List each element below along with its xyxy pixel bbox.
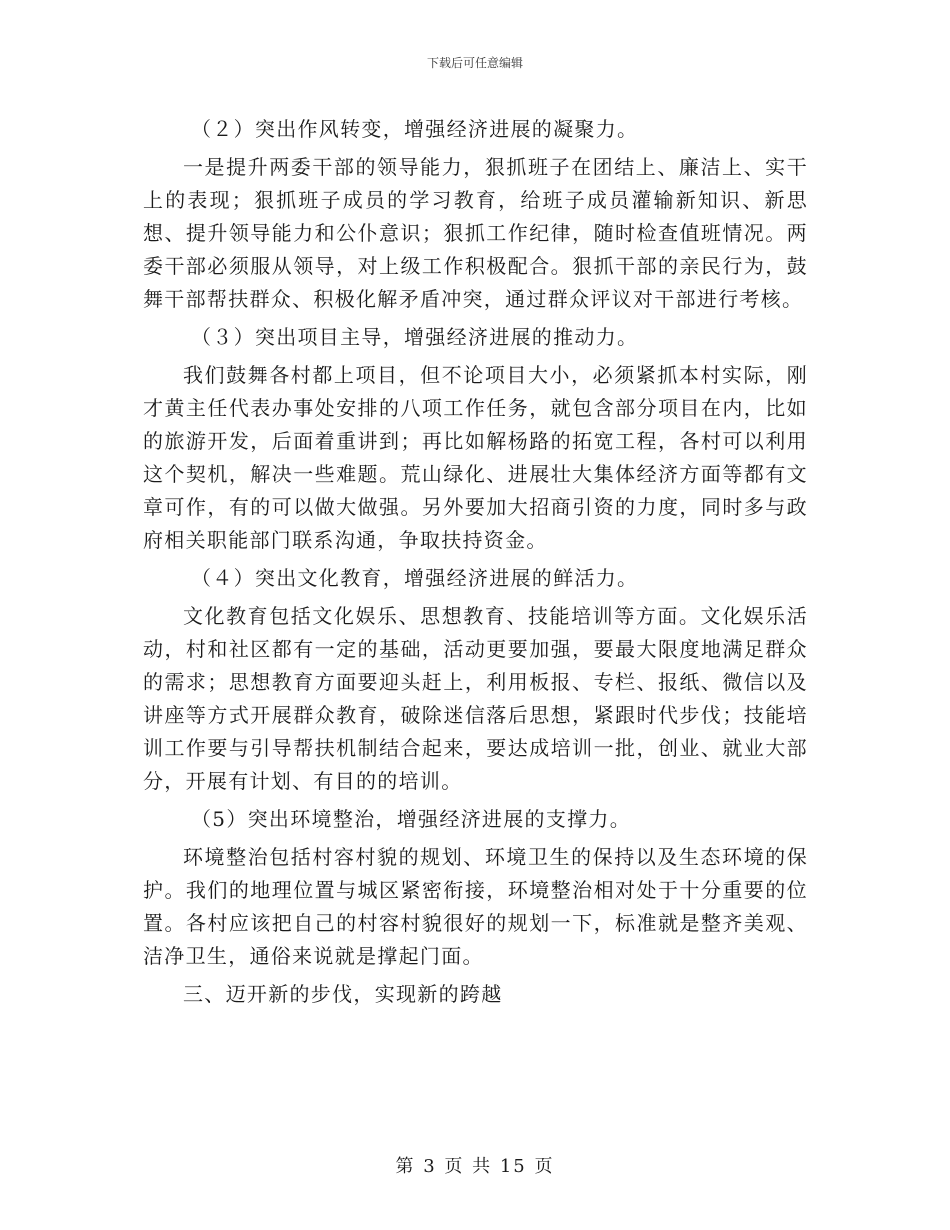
- document-body: [143, 113, 808, 1013]
- paragraph: 我们鼓舞各村都上项目，但不论项目大小，必须紧抓本村实际，刚才黄主任代表办事处安排的八项工作任务，就包含部分项目在内，比如的旅游开发，后面着重讲到；再比如解杨路的拓宽工程，各村可以利用这个契机，解决一些难题。荒山绿化、进展壮大集体经济方面等都有文章可作，有的可以做大做强。另外要加大招商引资的力度，同时多与政府相关职能部门联系沟通，争取扶持资金。: [143, 363, 808, 552]
- section-heading-3: （３）突出项目主导，增强经济进展的推动力。: [191, 325, 639, 349]
- page-header: 下载后可任意编辑: [426, 56, 523, 70]
- section-heading-5: （5）突出环境整治，增强经济进展的支撑力。: [191, 807, 632, 831]
- paragraph: 文化教育包括文化娱乐、思想教育、技能培训等方面。文化娱乐活动，村和社区都有一定的基础，活动更要加强，要最大限度地满足群众的需求；思想教育方面要迎头赶上，利用板报、专栏、报纸、微信以及讲座等方式开展群众教育，破除迷信落后思想，紧跟时代步伐；技能培训工作要与引导帮扶机制结合起来，要达成培训一批，创业、就业大部分，开展有计划、有目的的培训。: [143, 604, 808, 793]
- chapter-heading: 三、迈开新的步伐，实现新的跨越: [183, 982, 503, 1006]
- section-heading-4: （４）突出文化教育，增强经济进展的鲜活力。: [191, 566, 639, 590]
- section-heading-2: （２）突出作风转变，增强经济进展的凝聚力。: [191, 117, 639, 141]
- paragraph: 环境整治包括村容村貌的规划、环境卫生的保持以及生态环境的保护。我们的地理位置与城区紧密衔接，环境整治相对处于十分重要的位置。各村应该把自己的村容村貌很好的规划一下，标准就是整齐美观、洁净卫生，通俗来说就是撑起门面。: [143, 845, 808, 968]
- page-number: 第 3 页 共 15 页: [395, 1156, 555, 1177]
- paragraph: 一是提升两委干部的领导能力，狠抓班子在团结上、廉洁上、实干上的表现；狠抓班子成员的学习教育，给班子成员灌输新知识、新思想、提升领导能力和公仆意识；狠抓工作纪律，随时检查值班情况。两委干部必须服从领导，对上级工作积极配合。狠抓干部的亲民行为，鼓舞干部帮扶群众、积极化解矛盾冲突，通过群众评议对干部进行考核。: [143, 155, 808, 311]
